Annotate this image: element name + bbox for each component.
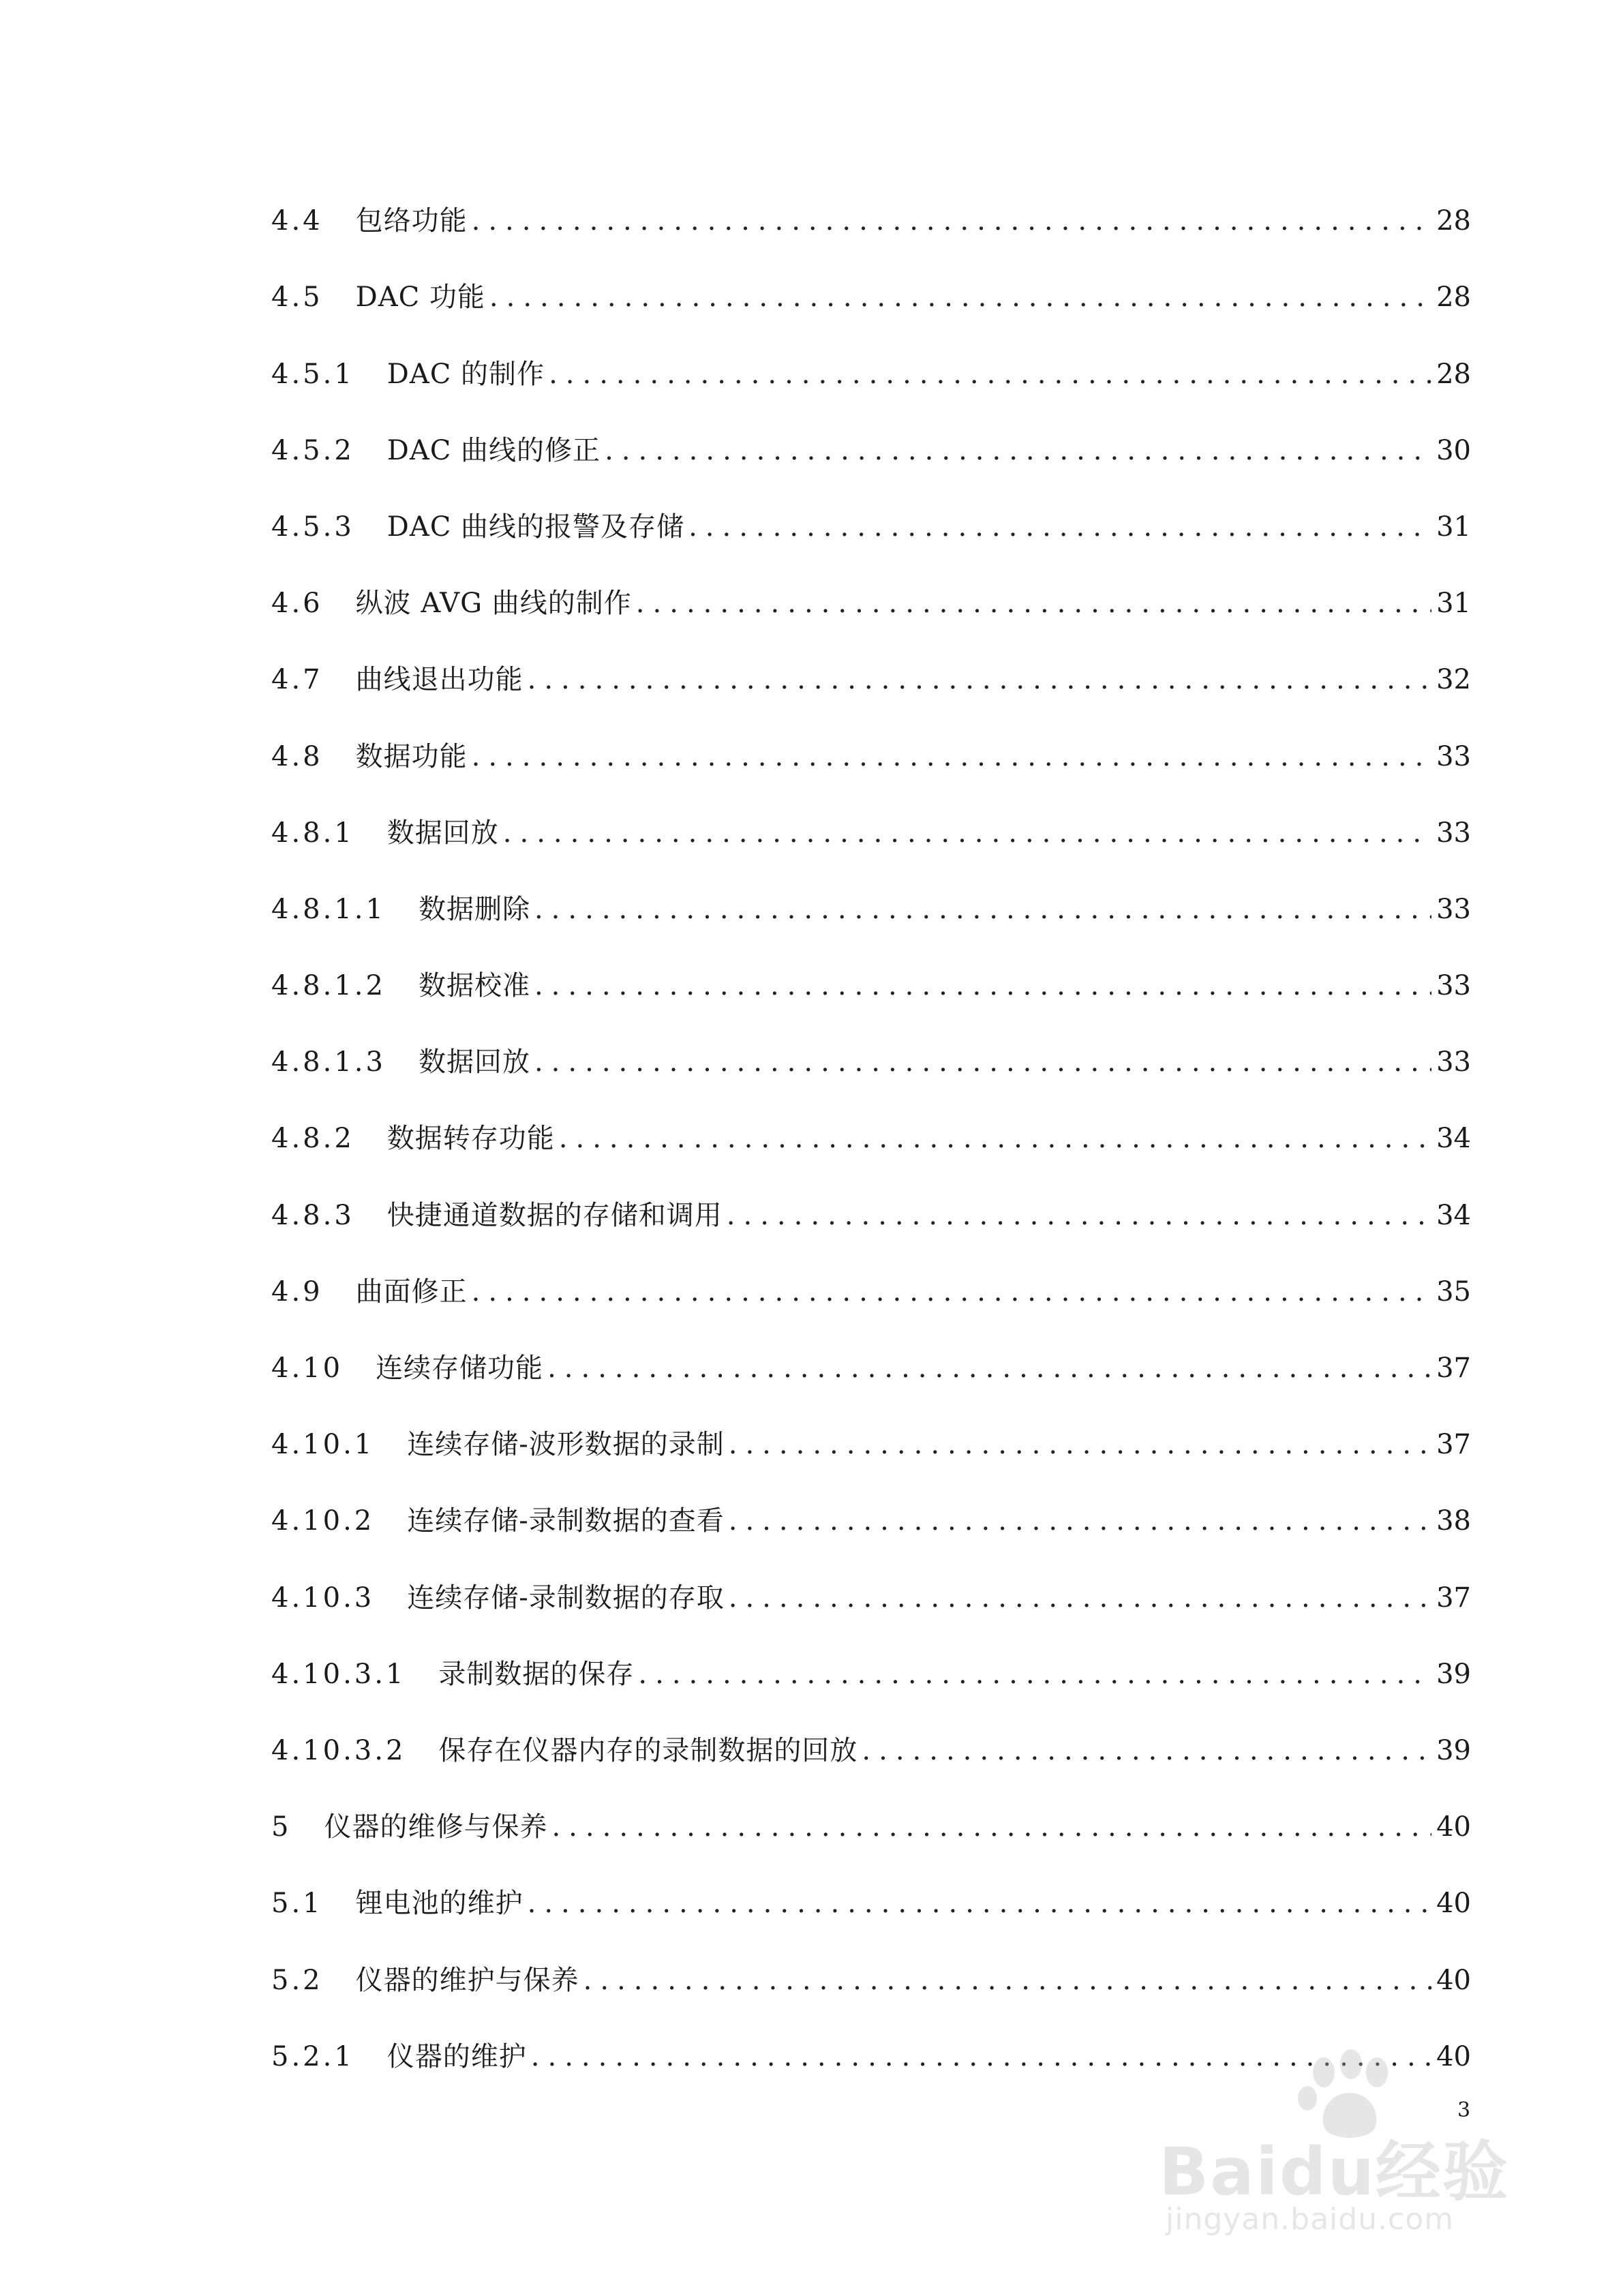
toc-entry[interactable] [271, 999, 1471, 1076]
toc-dot-leader [605, 437, 1431, 464]
toc-entry-number: 4.8.1.3 [271, 1046, 386, 1078]
toc-entry-title: 录制数据的保存 [438, 1658, 635, 1690]
toc-entry-page: 33 [1436, 970, 1471, 1002]
toc-entry-number: 5 [271, 1811, 292, 1843]
toc-entry-title: DAC 曲线的报警及存储 [386, 511, 685, 543]
toc-entry-number: 4.8.2 [271, 1123, 354, 1155]
toc-dot-leader [472, 207, 1431, 235]
toc-entry-number: 4.8.1.2 [271, 970, 386, 1002]
toc-entry[interactable] [271, 1917, 1471, 1996]
toc-entry-number: 4.8.1 [271, 817, 354, 849]
toc-dot-leader [729, 1584, 1431, 1612]
toc-dot-leader [549, 361, 1431, 388]
toc-entry-title: 连续存储功能 [376, 1353, 544, 1384]
toc-dot-leader [534, 972, 1431, 999]
toc-entry[interactable] [271, 311, 1471, 390]
toc-dot-leader [638, 1661, 1431, 1688]
toc-entry-title: DAC 曲线的修正 [386, 434, 601, 466]
toc-dot-leader [472, 743, 1431, 770]
toc-entry[interactable] [271, 388, 1471, 464]
toc-entry[interactable] [271, 541, 1471, 620]
toc-entry-page: 30 [1436, 434, 1471, 466]
toc-entry-page: 38 [1436, 1505, 1471, 1537]
toc-dot-leader [551, 1813, 1431, 1841]
toc-entry-number: 5.2 [271, 1964, 323, 1996]
toc-entry-title: 仪器的维护 [386, 2040, 527, 2072]
toc-entry-number: 4.5.2 [271, 434, 354, 466]
baidu-watermark [1152, 2040, 1547, 2250]
toc-entry[interactable] [271, 1841, 1471, 1920]
toc-entry-page: 32 [1436, 664, 1471, 696]
toc-entry-page: 31 [1436, 588, 1471, 620]
toc-entry[interactable] [271, 847, 1471, 923]
toc-entry-number: 4.4 [271, 205, 323, 237]
toc-entry-page: 40 [1436, 2040, 1471, 2072]
page-number: 3 [1457, 2098, 1471, 2122]
toc-entry-title: 纵波 AVG 曲线的制作 [355, 588, 632, 620]
toc-entry[interactable] [271, 617, 1471, 696]
toc-entry[interactable] [271, 1152, 1471, 1231]
toc-entry[interactable] [271, 1764, 1471, 1841]
toc-entry-title: 快捷通道数据的存储和调用 [386, 1199, 723, 1231]
toc-dot-leader [583, 1967, 1431, 1994]
toc-entry-title: DAC 的制作 [386, 358, 545, 390]
toc-dot-leader [528, 1890, 1431, 1917]
toc-dot-leader [727, 1202, 1431, 1229]
toc-dot-leader [547, 1355, 1431, 1382]
toc-entry[interactable] [271, 235, 1471, 314]
toc-entry-title: 连续存储-录制数据的查看 [407, 1505, 725, 1537]
toc-entry[interactable] [271, 1535, 1471, 1614]
toc-entry-page: 33 [1436, 817, 1471, 849]
toc-entry-number: 4.8 [271, 740, 323, 772]
toc-entry-number: 4.5.3 [271, 511, 354, 543]
toc-entry-title: 连续存储-波形数据的录制 [407, 1429, 725, 1461]
toc-entry-page: 33 [1436, 893, 1471, 925]
toc-dot-leader [534, 1048, 1431, 1076]
toc-dot-leader [503, 819, 1431, 847]
toc-entry-page: 31 [1436, 511, 1471, 543]
toc-entry-title: 数据回放 [418, 1046, 530, 1078]
toc-entry-number: 4.10 [271, 1353, 344, 1384]
table-of-contents [271, 158, 1471, 2070]
toc-entry-page: 28 [1436, 205, 1471, 237]
toc-entry-page: 33 [1436, 740, 1471, 772]
toc-entry-number: 4.9 [271, 1275, 323, 1308]
toc-entry-number: 4.10.3.2 [271, 1734, 406, 1766]
toc-entry-page: 35 [1436, 1275, 1471, 1308]
toc-entry-number: 4.7 [271, 664, 323, 696]
toc-entry[interactable] [271, 1458, 1471, 1535]
toc-entry-title: 数据回放 [386, 817, 499, 849]
toc-entry-title: 曲线退出功能 [355, 664, 524, 696]
toc-entry-title: 曲面修正 [355, 1275, 468, 1308]
toc-entry[interactable] [271, 158, 1471, 235]
toc-entry-title: 数据删除 [418, 893, 530, 925]
toc-entry[interactable] [271, 1076, 1471, 1155]
toc-dot-leader [688, 513, 1431, 541]
toc-entry-number: 4.10.3 [271, 1582, 375, 1614]
toc-entry-page: 37 [1436, 1353, 1471, 1384]
toc-entry[interactable] [271, 1305, 1471, 1382]
toc-entry-page: 39 [1436, 1734, 1471, 1766]
toc-entry-title: 数据校准 [418, 970, 530, 1002]
toc-entry[interactable] [271, 464, 1471, 541]
toc-entry-title: 数据转存功能 [386, 1123, 555, 1155]
toc-entry-number: 4.5 [271, 282, 323, 314]
toc-entry-number: 4.8.1.1 [271, 893, 386, 925]
toc-entry[interactable] [271, 693, 1471, 770]
toc-entry[interactable] [271, 1612, 1471, 1688]
toc-dot-leader [862, 1737, 1431, 1764]
toc-entry-title: 保存在仪器内存的录制数据的回放 [438, 1734, 858, 1766]
toc-entry-title: 仪器的维护与保养 [355, 1964, 579, 1996]
toc-dot-leader [472, 1278, 1431, 1305]
toc-entry-title: DAC 功能 [355, 282, 485, 314]
toc-entry-page: 28 [1436, 282, 1471, 314]
toc-entry-page: 40 [1436, 1811, 1471, 1843]
watermark-brand: Baidu经验 [1159, 2134, 1509, 2210]
toc-entry-title: 锂电池的维护 [355, 1888, 524, 1920]
toc-entry-number: 4.8.3 [271, 1199, 354, 1231]
toc-dot-leader [729, 1431, 1431, 1458]
toc-entry-number: 4.10.2 [271, 1505, 375, 1537]
toc-entry-page: 40 [1436, 1888, 1471, 1920]
toc-entry-number: 5.1 [271, 1888, 323, 1920]
toc-entry-title: 连续存储-录制数据的存取 [407, 1582, 725, 1614]
toc-entry-number: 4.6 [271, 588, 323, 620]
toc-entry[interactable] [271, 1688, 1471, 1764]
toc-dot-leader [729, 1507, 1431, 1535]
toc-entry-title: 数据功能 [355, 740, 468, 772]
toc-entry-page: 34 [1436, 1199, 1471, 1231]
toc-entry-number: 4.10.1 [271, 1429, 375, 1461]
toc-dot-leader [489, 284, 1431, 311]
toc-entry-title: 仪器的维修与保养 [324, 1811, 548, 1843]
toc-entry[interactable] [271, 770, 1471, 847]
toc-entry-page: 40 [1436, 1964, 1471, 1996]
toc-dot-leader [636, 590, 1431, 617]
toc-entry[interactable] [271, 923, 1471, 1002]
toc-entry-number: 4.10.3.1 [271, 1658, 406, 1690]
toc-entry-page: 37 [1436, 1429, 1471, 1461]
toc-entry[interactable] [271, 1229, 1471, 1308]
toc-entry-page: 39 [1436, 1658, 1471, 1690]
watermark-url: jingyan.baidu.com [1166, 2202, 1455, 2237]
toc-dot-leader [559, 1125, 1431, 1152]
toc-entry-number: 4.5.1 [271, 358, 354, 390]
toc-entry-title: 包络功能 [355, 205, 468, 237]
toc-entry-page: 33 [1436, 1046, 1471, 1078]
toc-entry[interactable] [271, 1382, 1471, 1461]
toc-entry-page: 37 [1436, 1582, 1471, 1614]
toc-entry-page: 28 [1436, 358, 1471, 390]
toc-dot-leader [528, 666, 1431, 693]
toc-entry-number: 5.2.1 [271, 2040, 354, 2072]
toc-entry-page: 34 [1436, 1123, 1471, 1155]
toc-dot-leader [534, 896, 1431, 923]
